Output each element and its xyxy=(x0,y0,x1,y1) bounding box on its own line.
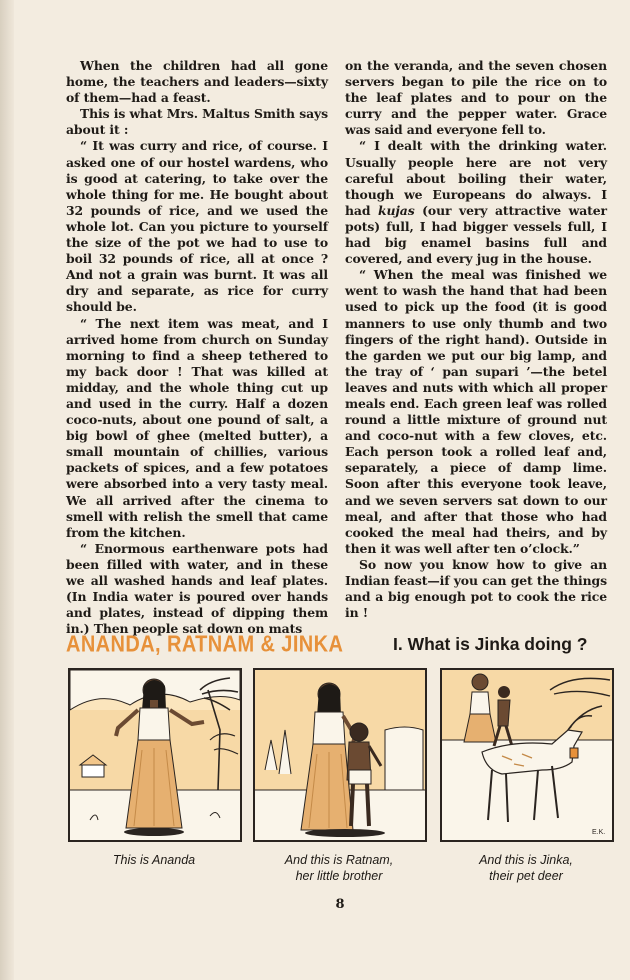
caption-jinka xyxy=(440,852,612,884)
text-span: “ I dealt with the drinking water. Usually people here are not very careful about boiling their water, though we Europeans do always. I had xyxy=(345,138,607,218)
caption-ananda xyxy=(68,852,240,868)
paragraph: “ The next item was meat, and I arrived home from church on Sunday morning to find a sheep tethered to my back door ! That was killed at midday, and the whole thing cut up and used in the curry. Half a dozen coco-nuts, about one pound of salt, a big bowl of ghee (melted butter), a small mountain of chillies, various packets of spices, and a few potatoes were absorbed into a very tasty meal. We all arrived after the cinema to smell with relish the smell that came from the kitchen. xyxy=(66,315,328,540)
italic-word: kujas xyxy=(377,202,415,218)
caption-line: their pet deer xyxy=(489,869,563,883)
comic-title: ANANDA, RATNAM & JINKA xyxy=(66,632,344,658)
caption-line: her little brother xyxy=(295,869,383,883)
paragraph: When the children had all gone home, the teachers and leaders—sixty of them—had a feast. xyxy=(66,58,328,106)
comic-panel-ananda xyxy=(68,668,242,842)
caption-line: And this is Ratnam, xyxy=(284,853,394,867)
text-column-left xyxy=(66,58,328,637)
ratnam-illustration xyxy=(255,670,425,840)
paragraph: So now you know how to give an Indian feast—if you can get the things and a big enough pot to cook the rice in ! xyxy=(345,556,607,621)
comic-question: I. What is Jinka doing ? xyxy=(393,634,588,654)
jinka-illustration xyxy=(442,670,612,840)
paragraph: “ Enormous earthenware pots had been filled with water, and in these we all washed hands and leaf plates. (In India water is poured over hands and plates, instead of dipping them in.) Then people sat down on mats xyxy=(66,540,328,637)
paragraph xyxy=(345,138,607,267)
text-column-right xyxy=(345,58,607,621)
page-number: 8 xyxy=(335,897,345,912)
caption-line: And this is Jinka, xyxy=(479,853,573,867)
page-edge xyxy=(0,0,14,980)
paragraph: “ When the meal was finished we went to wash the hand that had been used to pick up the food (it is good manners to use only thumb and two fingers of the right hand). Outside in the garden we put our big lamp, and the tray of ‘ pan supari ’—the betel leaves and nuts with which all proper meals end. Each green leaf was rolled round a little mixture of ground nut and coco-nut with a few cloves, etc. Each person took a rolled leaf and, separately, a piece of damp lime. Soon after this everyone took leave, and we seven servers sat down to our meal, and after that those who had cooked the meal had theirs, and by then it was well after ten o’clock.” xyxy=(345,267,607,556)
paragraph: This is what Mrs. Maltus Smith says about it : xyxy=(66,106,328,138)
ananda-illustration xyxy=(70,670,240,840)
caption-line: This is Ananda xyxy=(112,853,196,867)
paragraph: “ It was curry and rice, of course. I asked one of our hostel wardens, who is good at catering, to take over the whole thing for me. He bought about 32 pounds of rice, and we used the whole lot. Can you picture to yourself the size of the pot we had to use to boil 32 pounds of rice, all at once ? And not a grain was burnt. It was all dry and separate, as rice for curry should be. xyxy=(66,138,328,315)
svg-text:E.K.: E.K. xyxy=(592,829,606,836)
comic-panel-jinka xyxy=(440,668,614,842)
caption-ratnam xyxy=(253,852,425,884)
text-span: (our very attractive water pots) full, I had bigger vessels full, I had big enamel basins full and covered, and every jug in the house. xyxy=(345,202,607,267)
comic-panel-ratnam xyxy=(253,668,427,842)
paragraph: on the veranda, and the seven chosen servers began to pile the rice on to the leaf plates and to pour on the curry and the pepper water. Grace was said and everyone fell to. xyxy=(345,58,607,138)
